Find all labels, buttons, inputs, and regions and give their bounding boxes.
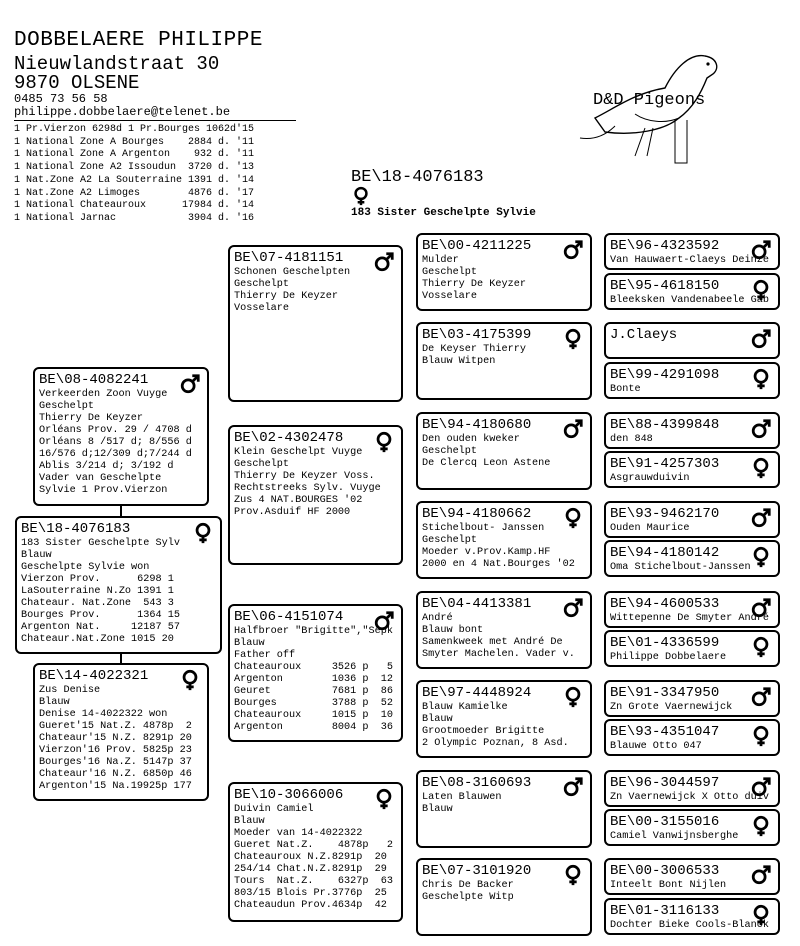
ring-number: BE\94-4180680: [422, 417, 532, 433]
pigeon-info-line: Laten Blauwen: [422, 792, 502, 803]
ring-number: BE\91-4257303: [610, 456, 720, 472]
pigeon-info-line: Blauw bont: [422, 625, 484, 636]
pigeon-info-line: Zus 4 NAT.BOURGES '02: [234, 495, 363, 506]
pigeon-card-dsd: [416, 680, 592, 758]
pigeon-info-line: 2 Olympic Poznan, 8 Asd.: [422, 738, 569, 749]
pigeon-info-line: Vosselare: [422, 291, 478, 302]
pigeon-info-line: Klein Geschelpt Vuyge: [234, 447, 363, 458]
male-symbol-icon: [750, 507, 772, 529]
result-row: 1 National Zone A Bourges 2884 d. '11: [14, 136, 255, 148]
owner-phone: 0485 73 56 58: [14, 92, 108, 106]
male-symbol-icon: [373, 251, 395, 273]
pigeon-info-line: Geschelpt: [39, 401, 95, 412]
ring-number: BE\93-9462170: [610, 506, 720, 522]
pigeon-info-line: Blauwe Otto 047: [610, 741, 702, 752]
pigeon-info-line: Geschelpt: [422, 446, 478, 457]
result-row: 1 National Zone A Argenton 932 d. '11: [14, 149, 255, 161]
male-symbol-icon: [562, 597, 584, 619]
pigeon-info-line: Geschelpte Witp: [422, 892, 514, 903]
pigeon-info-line: Blauw: [234, 638, 265, 649]
pigeon-info-line: Bleeksken Vandenabeele Gab: [610, 295, 769, 306]
pigeon-info-line: Vader van Geschelpte: [39, 473, 162, 484]
main-pigeon-name: 183 Sister Geschelpte Sylvie: [351, 207, 536, 219]
pigeon-info-line: Blauw: [422, 804, 453, 815]
pigeon-card-subject: [15, 516, 222, 654]
pigeon-info-line: Chateauroux N.Z.8291p 20: [234, 852, 387, 863]
ring-number: BE\96-4323592: [610, 238, 720, 254]
pigeon-card-sds: [416, 412, 592, 490]
pigeon-info-line: LaSouterraine N.Zo 1391 1: [21, 586, 174, 597]
ring-number: BE\97-4448924: [422, 685, 532, 701]
ring-number: BE\08-3160693: [422, 775, 532, 791]
pigeon-card-g1: [604, 233, 780, 270]
pigeon-info-line: Blauw: [422, 714, 453, 725]
pigeon-card-dds: [416, 770, 592, 848]
pigeon-info-line: Father off: [234, 650, 296, 661]
male-symbol-icon: [750, 418, 772, 440]
pigeon-info-line: Inteelt Bont Nijlen: [610, 880, 727, 891]
pigeon-info-line: Oma Stichelbout-Janssen: [610, 562, 751, 573]
pigeon-info-line: André: [422, 613, 453, 624]
pigeon-info-line: Duivin Camiel: [234, 804, 314, 815]
pigeon-info-line: Ablis 3/214 d; 3/192 d: [39, 461, 174, 472]
pigeon-info-line: Mulder: [422, 255, 459, 266]
pigeon-info-line: Blauw Witpen: [422, 356, 496, 367]
pigeon-info-line: Argenton 8004 p 36: [234, 722, 393, 733]
pigeon-info-line: Vierzon Prov. 6298 1: [21, 574, 174, 585]
ring-number: BE\88-4399848: [610, 417, 720, 433]
results-list: [14, 124, 254, 226]
ring-number: BE\07-4181151: [234, 250, 344, 266]
pigeon-info-line: Chateaur'15 N.Z. 8291p 20: [39, 733, 192, 744]
pigeon-info-line: Gueret Nat.Z. 4878p 2: [234, 840, 393, 851]
pigeon-info-line: Blauw: [234, 816, 265, 827]
female-symbol-icon: [750, 636, 772, 658]
owner-name: DOBBELAERE PHILIPPE: [14, 29, 263, 52]
owner-city: 9870 OLSENE: [14, 72, 140, 94]
owner-street: Nieuwlandstraat 30: [14, 53, 220, 75]
pigeon-info-line: Zus Denise: [39, 685, 101, 696]
pigeon-info-line: Chris De Backer: [422, 880, 514, 891]
female-symbol-icon: [750, 457, 772, 479]
pigeon-card-g13: [604, 770, 780, 807]
male-symbol-icon: [562, 776, 584, 798]
pigeon-info-line: Denise 14-4022322 won: [39, 709, 168, 720]
ring-number: BE\08-4082241: [39, 372, 149, 388]
pigeon-card-sdd: [416, 501, 592, 579]
owner-email: philippe.dobbelaere@telenet.be: [14, 105, 231, 119]
ring-number: BE\00-3006533: [610, 863, 720, 879]
pigeon-info-line: De Keyser Thierry: [422, 344, 526, 355]
pigeon-card-g3: [604, 322, 780, 359]
pigeon-card-ss: [228, 245, 403, 402]
pigeon-info-line: Halfbroer "Brigitte","Sepk: [234, 626, 393, 637]
male-symbol-icon: [562, 418, 584, 440]
pigeon-info-line: Geschelpte Sylvie won: [21, 562, 150, 573]
pigeon-info-line: Ouden Maurice: [610, 523, 690, 534]
pigeon-info-line: 254/14 Chat.N.Z.8291p 29: [234, 864, 387, 875]
pigeon-card-g14: [604, 809, 780, 846]
male-symbol-icon: [750, 328, 772, 350]
female-symbol-icon: [351, 186, 371, 206]
pigeon-info-line: Argenton'15 Na.19925p 177: [39, 781, 192, 792]
pigeon-info-line: Moeder v.Prov.Kamp.HF: [422, 547, 551, 558]
pigeon-card-g15: [604, 858, 780, 895]
header-divider: [14, 120, 296, 121]
female-symbol-icon: [373, 788, 395, 810]
ring-number: BE\00-3155016: [610, 814, 720, 830]
male-symbol-icon: [750, 686, 772, 708]
connector: [120, 653, 122, 663]
pigeon-info-line: Chateaur.Nat.Zone 1015 20: [21, 634, 174, 645]
ring-number: BE\06-4151074: [234, 609, 344, 625]
male-symbol-icon: [750, 597, 772, 619]
result-row: 1 Pr.Vierzon 6298d 1 Pr.Bourges 1062d'15: [14, 124, 255, 135]
logo-text: D&D Pigeons: [593, 91, 706, 110]
ring-number: BE\18-4076183: [21, 521, 131, 537]
ring-number: BE\03-4175399: [422, 327, 532, 343]
result-row: 1 Nat.Zone A2 La Souterraine 1391 d. '14: [14, 174, 255, 186]
pigeon-info-line: 16/576 d;12/309 d;7/244 d: [39, 449, 192, 460]
pigeon-info-line: Smyter Machelen. Vader v.: [422, 649, 575, 660]
female-symbol-icon: [750, 725, 772, 747]
pigeon-info-line: Thierry De Keyzer: [422, 279, 526, 290]
female-symbol-icon: [562, 328, 584, 350]
pigeon-info-line: Moeder van 14-4022322: [234, 828, 363, 839]
male-symbol-icon: [750, 239, 772, 261]
pigeon-info-line: Bourges Prov. 1364 15: [21, 610, 180, 621]
pigeon-card-g7: [604, 501, 780, 538]
pigeon-card-dd: [228, 782, 403, 922]
male-symbol-icon: [179, 373, 201, 395]
pigeon-info-line: Chateauroux 3526 p 5: [234, 662, 393, 673]
ring-number: BE\07-3101920: [422, 863, 532, 879]
pigeon-card-g10: [604, 630, 780, 667]
pigeon-info-line: Samenkweek met André De: [422, 637, 563, 648]
female-symbol-icon: [750, 368, 772, 390]
main-ring-number: BE\18-4076183: [351, 168, 484, 187]
ring-number: BE\95-4618150: [610, 278, 720, 294]
female-symbol-icon: [750, 546, 772, 568]
ring-number: BE\01-3116133: [610, 903, 720, 919]
ring-number: BE\96-3044597: [610, 775, 720, 791]
pigeon-info-line: Orléans 8 /517 d; 8/556 d: [39, 437, 192, 448]
ring-number: BE\94-4180142: [610, 545, 720, 561]
pigeon-info-line: Dochter Bieke Cools-Blanck: [610, 920, 769, 931]
pigeon-card-ssd: [416, 322, 592, 400]
pigeon-info-line: Asgrauwduivin: [610, 473, 690, 484]
pigeon-info-line: Rechtstreeks Sylv. Vuyge: [234, 483, 381, 494]
ring-number: BE\14-4022321: [39, 668, 149, 684]
ring-number: BE\99-4291098: [610, 367, 720, 383]
pigeon-card-g16: [604, 898, 780, 935]
ring-number: BE\00-4211225: [422, 238, 532, 254]
pigeon-info-line: Geschelpt: [234, 279, 290, 290]
pigeon-info-line: Thierry De Keyzer: [234, 291, 338, 302]
pigeon-info-line: Blauw: [39, 697, 70, 708]
female-symbol-icon: [562, 864, 584, 886]
pigeon-info-line: Chateaur. Nat.Zone 543 3: [21, 598, 174, 609]
pigeon-card-dss: [416, 591, 592, 669]
pigeon-info-line: Prov.Asduif HF 2000: [234, 507, 351, 518]
pigeon-info-line: Geschelpt: [234, 459, 290, 470]
pigeon-info-line: Wittepenne De Smyter André: [610, 613, 769, 624]
female-symbol-icon: [750, 815, 772, 837]
pigeon-card-sss: [416, 233, 592, 311]
female-symbol-icon: [192, 522, 214, 544]
result-row: 1 National Jarnac 3904 d. '16: [14, 212, 255, 224]
pigeon-info-line: Geschelpt: [422, 535, 478, 546]
pigeon-card-g12: [604, 719, 780, 756]
pigeon-info-line: Philippe Dobbelaere: [610, 652, 727, 663]
pigeon-info-line: Schonen Geschelpten: [234, 267, 351, 278]
connector: [120, 506, 122, 516]
pigeon-card-g2: [604, 273, 780, 310]
female-symbol-icon: [179, 669, 201, 691]
pigeon-info-line: Camiel Vanwijnsberghe: [610, 831, 739, 842]
female-symbol-icon: [750, 279, 772, 301]
pigeon-info-line: Orléans Prov. 29 / 4708 d: [39, 425, 192, 436]
pigeon-info-line: Grootmoeder Brigitte: [422, 726, 545, 737]
pigeon-info-line: Thierry De Keyzer: [39, 413, 143, 424]
ring-number: BE\94-4180662: [422, 506, 532, 522]
pigeon-info-line: Vosselare: [234, 303, 290, 314]
pigeon-info-line: 183 Sister Geschelpte Sylv: [21, 538, 180, 549]
pigeon-card-g6: [604, 451, 780, 488]
pigeon-info-line: Bonte: [610, 384, 641, 395]
ring-number: BE\94-4600533: [610, 596, 720, 612]
pigeon-info-line: Thierry De Keyzer Voss.: [234, 471, 375, 482]
pigeon-card-ddd: [416, 858, 592, 936]
pigeon-info-line: Geschelpt: [422, 267, 478, 278]
pigeon-info-line: Argenton Nat. 12187 57: [21, 622, 180, 633]
pigeon-info-line: Den ouden kweker: [422, 434, 520, 445]
female-symbol-icon: [750, 904, 772, 926]
pigeon-card-g5: [604, 412, 780, 449]
pigeon-info-line: Tours Nat.Z. 6327p 63: [234, 876, 393, 887]
ring-number: J.Claeys: [610, 327, 678, 343]
pigeon-info-line: Blauw: [21, 550, 52, 561]
pigeon-info-line: Bourges'16 Na.Z. 5147p 37: [39, 757, 192, 768]
ring-number: BE\10-3066006: [234, 787, 344, 803]
pigeon-info-line: Stichelbout- Janssen: [422, 523, 545, 534]
pigeon-card-sire: [33, 367, 209, 506]
ring-number: BE\01-4336599: [610, 635, 720, 651]
pigeon-info-line: Geuret 7681 p 86: [234, 686, 393, 697]
male-symbol-icon: [750, 864, 772, 886]
pigeon-info-line: Sylvie 1 Prov.Vierzon: [39, 485, 168, 496]
pigeon-card-g9: [604, 591, 780, 628]
pigeon-info-line: 803/15 Blois Pr.3776p 25: [234, 888, 387, 899]
ring-number: BE\02-4302478: [234, 430, 344, 446]
pigeon-card-ds: [228, 604, 403, 742]
pigeon-card-g11: [604, 680, 780, 717]
pigeon-info-line: Argenton 1036 p 12: [234, 674, 393, 685]
result-row: 1 National Zone A2 Issoudun 3720 d. '13: [14, 162, 255, 174]
male-symbol-icon: [562, 239, 584, 261]
pigeon-info-line: De Clercq Leon Astene: [422, 458, 551, 469]
male-symbol-icon: [750, 776, 772, 798]
pigeon-info-line: Chateauroux 1015 p 10: [234, 710, 393, 721]
pigeon-info-line: Zn Grote Vaernewijck: [610, 702, 733, 713]
female-symbol-icon: [373, 431, 395, 453]
ring-number: BE\91-3347950: [610, 685, 720, 701]
pigeon-info-line: Blauw Kamielke: [422, 702, 508, 713]
pigeon-info-line: Van Hauwaert-Claeys Deinze: [610, 255, 769, 266]
ring-number: BE\04-4413381: [422, 596, 532, 612]
pigeon-info-line: den 848: [610, 434, 653, 445]
pigeon-info-line: Chateaudun Prov.4634p 42: [234, 900, 387, 911]
pigeon-card-dam: [33, 663, 209, 801]
pigeon-card-g8: [604, 540, 780, 577]
result-row: 1 National Chateauroux 17984 d. '14: [14, 200, 255, 212]
pigeon-card-g4: [604, 362, 780, 399]
ring-number: BE\93-4351047: [610, 724, 720, 740]
pigeon-card-sd: [228, 425, 403, 565]
pigeon-info-line: Vierzon'16 Prov. 5825p 23: [39, 745, 192, 756]
female-symbol-icon: [562, 507, 584, 529]
pigeon-info-line: Verkeerden Zoon Vuyge: [39, 389, 168, 400]
male-symbol-icon: [373, 610, 395, 632]
pigeon-info-line: Gueret'15 Nat.Z. 4878p 2: [39, 721, 192, 732]
pigeon-info-line: Bourges 3788 p 52: [234, 698, 393, 709]
pigeon-info-line: 2000 en 4 Nat.Bourges '02: [422, 559, 575, 570]
female-symbol-icon: [562, 686, 584, 708]
pigeon-info-line: Zn Vaernewijck X Otto duiv: [610, 792, 769, 803]
pigeon-info-line: Chateaur'16 N.Z. 6850p 46: [39, 769, 192, 780]
result-row: 1 Nat.Zone A2 Limoges 4876 d. '17: [14, 187, 255, 199]
